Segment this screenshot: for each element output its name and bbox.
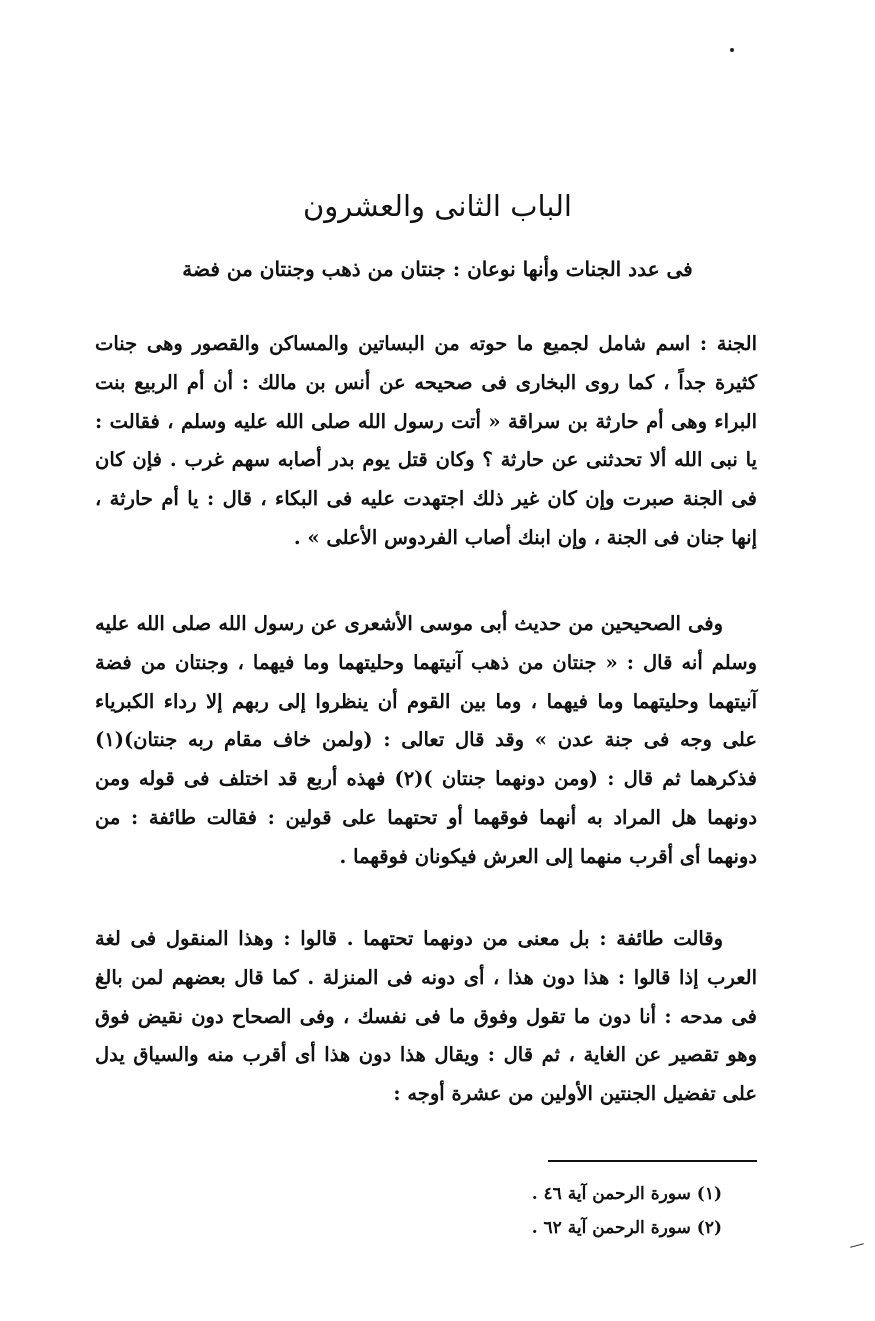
chapter-title: الباب الثانى والعشرون: [302, 189, 572, 224]
footnote-1: (١) سورة الرحمن آية ٤٦ .: [531, 1184, 722, 1204]
paragraph-2-text: وفى الصحيحين من حديث أبى موسى الأشعرى عن رسول الله صلى الله عليه وسلم أنه قال : « جنتان من ذهب آنيتهما وحليتهما وما فيهما ، وجنتان من فضة آنيتهما وحليتهما وما فيهما ، وما بين القوم أن ينظروا إلى ربهم إلا رداء الكبرياء على وجه فى جنة عدن » وقد قال تعالى : (ولمن خاف مقام ربه جنتان)(١) فذكرهما ثم قال : (ومن دونهما جنتان )(٢) فهذه أربع قد اختلف فى قوله ومن دونهما هل المراد به أنهما فوقهما أو تحتهما على قولين : فقالت طائفة : من دونهما أى أقرب منهما إلى العرش فيكونان فوقهما .: [95, 612, 757, 868]
paragraph-3-text: وقالت طائفة : بل معنى من دونهما تحتهما . قالوا : وهذا المنقول فى لغة العرب إذا قالوا : هذا دون هذا ، أى دونه فى المنزلة . كما قال بعضهم لمن بالغ فى مدحه : أنا دون ما تقول وفوق ما فى نفسك ، وفى الصحاح دون نقيض فوق وهو تقصير عن الغاية ، ثم قال : ويقال هذا دون هذا أى أقرب منه والسياق يدل على تفضيل الجنتين الأولين من عشرة أوجه :: [95, 927, 757, 1106]
paragraph-2: [95, 605, 757, 877]
ink-speck: [850, 1243, 864, 1248]
chapter-subtitle: فى عدد الجنات وأنها نوعان : جنتان من ذهب وجنتان من فضة: [182, 256, 693, 281]
footnote-divider: [548, 1160, 757, 1162]
paragraph-1: [95, 325, 757, 558]
paragraph-1-text: الجنة : اسم شامل لجميع ما حوته من البساتين والمساكن والقصور وهى جنات كثيرة جداً ، كما روى البخارى فى صحيحه عن أنس بن مالك : أن أم الربيع بنت البراء وهى أم حارثة بن سراقة « أتت رسول الله صلى الله عليه وسلم ، فقالت : يا نبى الله ألا تحدثنى عن حارثة ؟ وكان قتل يوم بدر أصابه سهم غرب . فإن كان فى الجنة صبرت وإن كان غير ذلك اجتهدت عليه فى البكاء ، قال : يا أم حارثة ، إنها جنان فى الجنة ، وإن ابنك أصاب الفردوس الأعلى » .: [95, 332, 757, 549]
paragraph-3: [95, 920, 757, 1114]
footnote-2: (٢) سورة الرحمن آية ٦٢ .: [531, 1218, 722, 1238]
ink-speck: [730, 48, 734, 52]
